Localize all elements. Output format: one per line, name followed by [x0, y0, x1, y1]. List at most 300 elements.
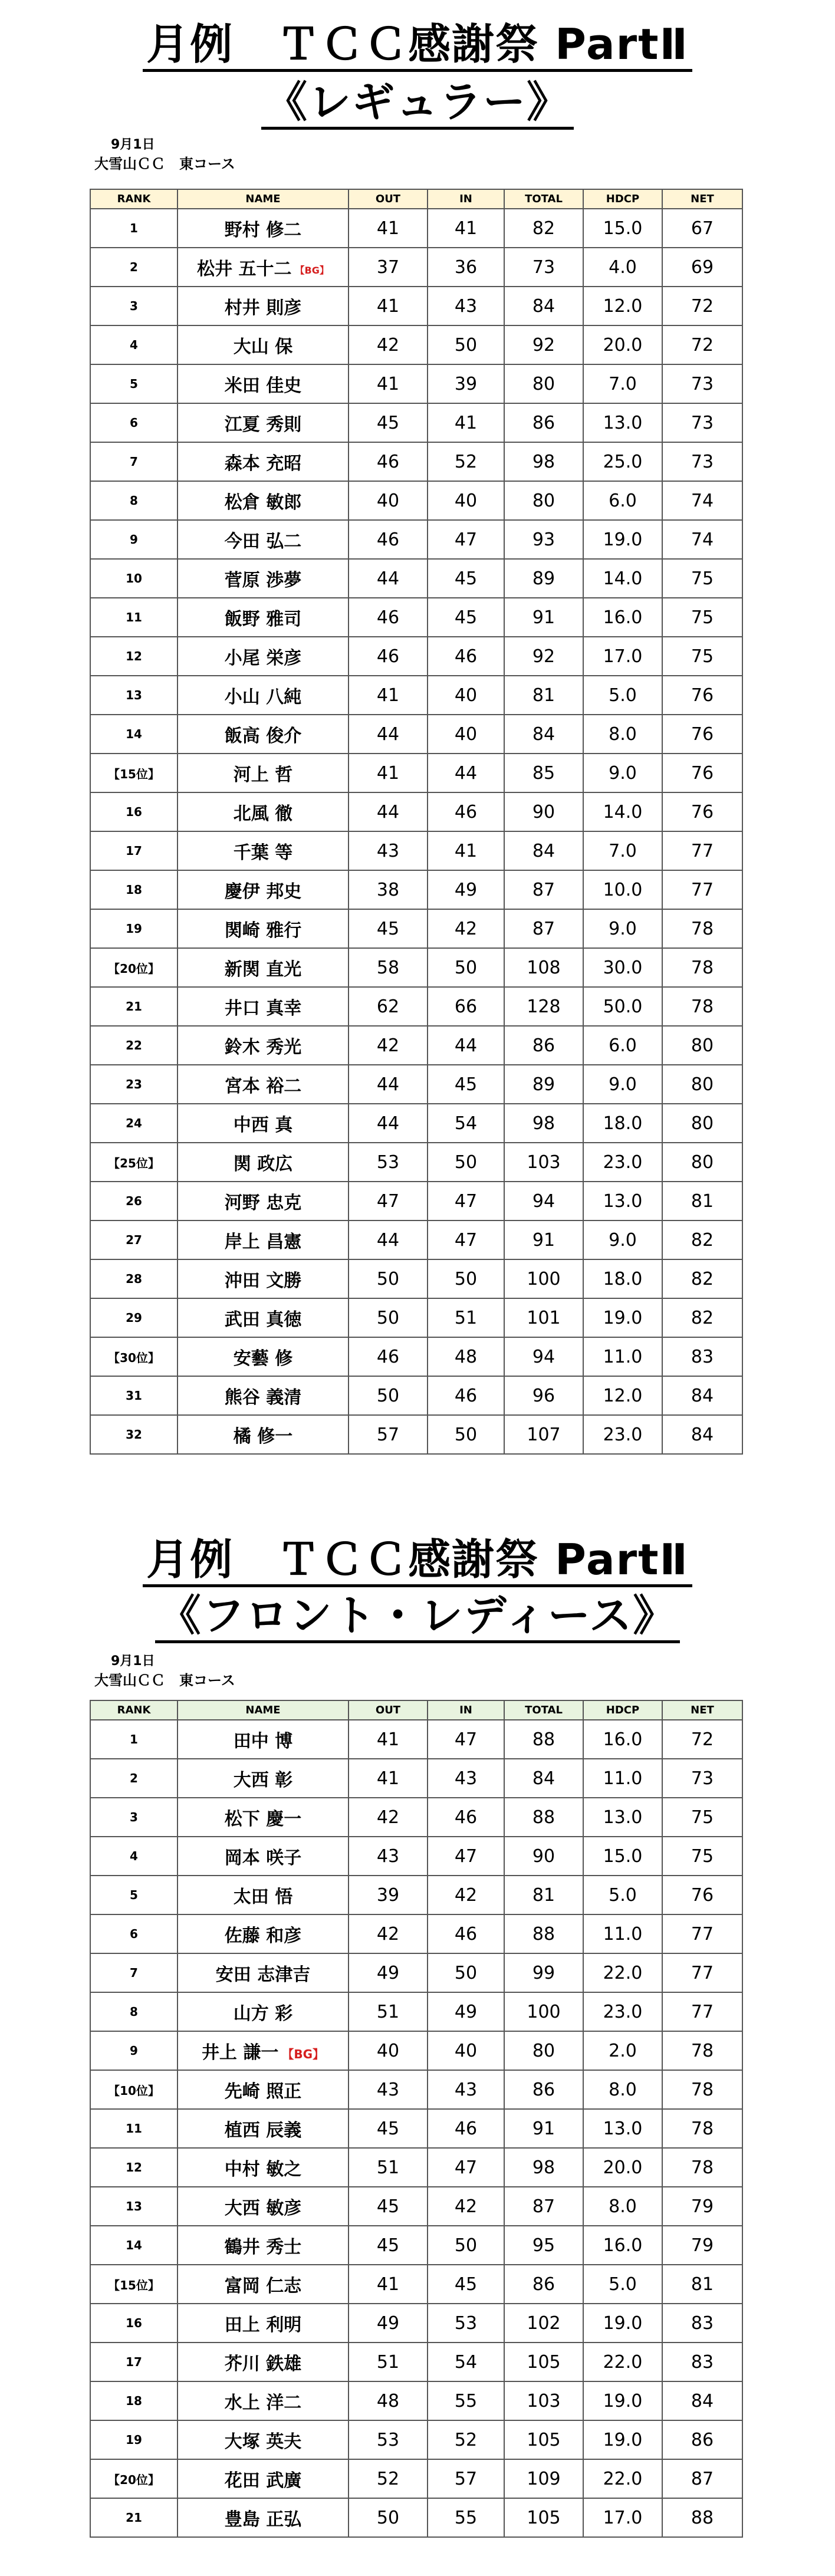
player-name: 熊谷 義清 [224, 1387, 302, 1408]
name-cell [177, 2420, 349, 2459]
column-header-rank: RANK [90, 189, 177, 209]
table-row [90, 1182, 742, 1220]
total-cell: 84 [504, 715, 583, 754]
hdcp-cell: 50.0 [583, 987, 662, 1026]
name-cell [177, 1298, 349, 1337]
table-row [90, 2343, 742, 2381]
total-cell: 81 [504, 676, 583, 715]
player-name: 飯野 雅司 [224, 609, 302, 630]
net-cell: 83 [662, 2304, 742, 2343]
hdcp-cell: 7.0 [583, 831, 662, 870]
in-cell: 41 [428, 831, 504, 870]
player-name: 植西 辰義 [224, 2120, 302, 2141]
hdcp-cell: 13.0 [583, 403, 662, 442]
name-cell [177, 364, 349, 403]
rank-cell: 16 [90, 792, 177, 831]
hdcp-cell: 16.0 [583, 1720, 662, 1759]
total-cell: 107 [504, 1415, 583, 1454]
hdcp-cell: 9.0 [583, 1065, 662, 1104]
net-cell: 78 [662, 987, 742, 1026]
name-cell [177, 1415, 349, 1454]
player-name: 飯高 俊介 [224, 726, 302, 746]
out-cell: 50 [349, 1259, 428, 1298]
net-cell: 81 [662, 1182, 742, 1220]
total-cell: 87 [504, 2187, 583, 2226]
hdcp-cell: 14.0 [583, 792, 662, 831]
total-cell: 84 [504, 1759, 583, 1798]
name-cell [177, 2109, 349, 2148]
rank-cell: 5 [90, 364, 177, 403]
net-cell: 83 [662, 1337, 742, 1376]
table-row [90, 1026, 742, 1065]
column-header-net: NET [662, 189, 742, 209]
out-cell: 42 [349, 1026, 428, 1065]
player-name: 北風 徹 [233, 804, 293, 824]
total-cell: 102 [504, 2304, 583, 2343]
name-cell [177, 559, 349, 598]
out-cell: 53 [349, 2420, 428, 2459]
player-name: 田上 利明 [224, 2315, 302, 2335]
total-cell: 99 [504, 1953, 583, 1992]
hdcp-cell: 2.0 [583, 2031, 662, 2070]
column-header-name: NAME [177, 189, 349, 209]
rank-cell: 9 [90, 2031, 177, 2070]
net-cell: 73 [662, 403, 742, 442]
in-cell: 46 [428, 2109, 504, 2148]
out-cell: 42 [349, 325, 428, 364]
hdcp-cell: 14.0 [583, 559, 662, 598]
in-cell: 36 [428, 248, 504, 287]
hdcp-cell: 8.0 [583, 715, 662, 754]
rank-cell: 32 [90, 1415, 177, 1454]
name-cell [177, 1837, 349, 1876]
rank-cell: 3 [90, 1798, 177, 1837]
in-cell: 41 [428, 403, 504, 442]
net-cell: 75 [662, 598, 742, 637]
total-cell: 103 [504, 1143, 583, 1182]
player-name: 松井 五十二 [197, 259, 292, 279]
table-header-row [90, 1700, 742, 1720]
net-cell: 76 [662, 715, 742, 754]
out-cell: 49 [349, 1953, 428, 1992]
rank-cell: 29 [90, 1298, 177, 1337]
table-row [90, 1104, 742, 1143]
total-cell: 80 [504, 2031, 583, 2070]
total-cell: 87 [504, 870, 583, 909]
name-cell [177, 1026, 349, 1065]
hdcp-cell: 11.0 [583, 1759, 662, 1798]
rank-cell: 【25位】 [90, 1143, 177, 1182]
out-cell: 40 [349, 2031, 428, 2070]
net-cell: 86 [662, 2420, 742, 2459]
in-cell: 46 [428, 1798, 504, 1837]
name-cell [177, 2304, 349, 2343]
table-row [90, 248, 742, 287]
event-date: 9月1日 [111, 137, 155, 152]
hdcp-cell: 17.0 [583, 637, 662, 676]
hdcp-cell: 19.0 [583, 1298, 662, 1337]
rank-cell: 1 [90, 209, 177, 248]
total-cell: 88 [504, 1720, 583, 1759]
in-cell: 50 [428, 1143, 504, 1182]
table-row [90, 2420, 742, 2459]
table-row [90, 2498, 742, 2537]
net-cell: 80 [662, 1065, 742, 1104]
name-cell [177, 1992, 349, 2031]
net-cell: 78 [662, 948, 742, 987]
in-cell: 42 [428, 909, 504, 948]
net-cell: 84 [662, 1415, 742, 1454]
total-cell: 88 [504, 1914, 583, 1953]
total-cell: 100 [504, 1992, 583, 2031]
total-cell: 87 [504, 909, 583, 948]
total-cell: 109 [504, 2459, 583, 2498]
total-cell: 82 [504, 209, 583, 248]
table-row [90, 2381, 742, 2420]
player-name: 河上 哲 [233, 765, 293, 785]
table-row [90, 1220, 742, 1259]
net-cell: 81 [662, 2265, 742, 2304]
hdcp-cell: 12.0 [583, 287, 662, 325]
rank-cell: 【10位】 [90, 2070, 177, 2109]
bg-badge: 【BG】 [295, 265, 329, 276]
out-cell: 48 [349, 2381, 428, 2420]
total-cell: 100 [504, 1259, 583, 1298]
total-cell: 89 [504, 1065, 583, 1104]
out-cell: 57 [349, 1415, 428, 1454]
total-cell: 94 [504, 1182, 583, 1220]
in-cell: 48 [428, 1337, 504, 1376]
table-row [90, 287, 742, 325]
results-table [90, 189, 743, 1455]
hdcp-cell: 19.0 [583, 2304, 662, 2343]
name-cell [177, 792, 349, 831]
total-cell: 98 [504, 1104, 583, 1143]
player-name: 岸上 昌憲 [224, 1232, 302, 1252]
out-cell: 50 [349, 2498, 428, 2537]
table-row [90, 1143, 742, 1182]
net-cell: 74 [662, 520, 742, 559]
table-row [90, 1259, 742, 1298]
name-cell [177, 2381, 349, 2420]
name-cell [177, 1259, 349, 1298]
total-cell: 80 [504, 481, 583, 520]
name-cell [177, 1953, 349, 1992]
rank-cell: 【15位】 [90, 754, 177, 792]
player-name: 井口 真幸 [224, 998, 302, 1019]
hdcp-cell: 16.0 [583, 2226, 662, 2265]
out-cell: 41 [349, 364, 428, 403]
name-cell [177, 1720, 349, 1759]
table-row [90, 2226, 742, 2265]
column-header-hdcp: HDCP [583, 1700, 662, 1720]
out-cell: 46 [349, 442, 428, 481]
player-name: 大西 敏彦 [224, 2198, 302, 2219]
column-header-rank: RANK [90, 1700, 177, 1720]
in-cell: 50 [428, 2226, 504, 2265]
hdcp-cell: 11.0 [583, 1914, 662, 1953]
table-row [90, 1953, 742, 1992]
total-cell: 73 [504, 248, 583, 287]
in-cell: 55 [428, 2498, 504, 2537]
rank-cell: 11 [90, 2109, 177, 2148]
table-row [90, 403, 742, 442]
net-cell: 77 [662, 1914, 742, 1953]
hdcp-cell: 4.0 [583, 248, 662, 287]
rank-cell: 2 [90, 248, 177, 287]
net-cell: 72 [662, 287, 742, 325]
rank-cell: 【20位】 [90, 2459, 177, 2498]
page-subtitle: 《フロント・レディース》 [0, 1589, 835, 1642]
total-cell: 80 [504, 364, 583, 403]
name-cell [177, 909, 349, 948]
net-cell: 82 [662, 1259, 742, 1298]
net-cell: 84 [662, 1376, 742, 1415]
out-cell: 58 [349, 948, 428, 987]
out-cell: 45 [349, 2187, 428, 2226]
net-cell: 67 [662, 209, 742, 248]
page-title: 月例 ＴＣＣ感謝祭 PartⅡ [0, 1533, 835, 1586]
in-cell: 47 [428, 520, 504, 559]
out-cell: 45 [349, 403, 428, 442]
total-cell: 105 [504, 2343, 583, 2381]
table-row [90, 2304, 742, 2343]
player-name: 今田 弘二 [224, 531, 302, 552]
total-cell: 84 [504, 287, 583, 325]
rank-cell: 【15位】 [90, 2265, 177, 2304]
table-row [90, 1798, 742, 1837]
player-name: 鈴木 秀光 [224, 1037, 302, 1058]
column-header-net: NET [662, 1700, 742, 1720]
rank-cell: 27 [90, 1220, 177, 1259]
hdcp-cell: 8.0 [583, 2187, 662, 2226]
net-cell: 75 [662, 559, 742, 598]
net-cell: 79 [662, 2187, 742, 2226]
name-cell [177, 1220, 349, 1259]
venue-label: 大雪山ＣＣ 東コース [94, 156, 235, 172]
total-cell: 93 [504, 520, 583, 559]
name-cell [177, 2148, 349, 2187]
total-cell: 91 [504, 1220, 583, 1259]
out-cell: 52 [349, 2459, 428, 2498]
table-body [90, 1720, 742, 2537]
rank-cell: 12 [90, 637, 177, 676]
event-date: 9月1日 [111, 1654, 155, 1669]
in-cell: 42 [428, 2187, 504, 2226]
hdcp-cell: 15.0 [583, 1837, 662, 1876]
rank-cell: 5 [90, 1876, 177, 1914]
total-cell: 90 [504, 1837, 583, 1876]
rank-cell: 23 [90, 1065, 177, 1104]
venue-label: 大雪山ＣＣ 東コース [94, 1672, 235, 1689]
rank-cell: 【20位】 [90, 948, 177, 987]
in-cell: 40 [428, 715, 504, 754]
name-cell [177, 2226, 349, 2265]
net-cell: 76 [662, 676, 742, 715]
table-row [90, 1337, 742, 1376]
name-cell [177, 1914, 349, 1953]
player-name: 森本 充昭 [224, 453, 302, 474]
in-cell: 44 [428, 1026, 504, 1065]
net-cell: 82 [662, 1298, 742, 1337]
column-header-in: IN [428, 1700, 504, 1720]
player-name: 米田 佳史 [224, 376, 302, 396]
out-cell: 39 [349, 1876, 428, 1914]
player-name: 宮本 裕二 [224, 1076, 302, 1097]
player-name: 山方 彩 [233, 2003, 293, 2024]
table-row [90, 559, 742, 598]
name-cell [177, 2343, 349, 2381]
player-name: 大山 保 [233, 337, 293, 357]
total-cell: 95 [504, 2226, 583, 2265]
player-name: 菅原 渉夢 [224, 570, 302, 591]
hdcp-cell: 22.0 [583, 2343, 662, 2381]
hdcp-cell: 20.0 [583, 2148, 662, 2187]
table-row [90, 2187, 742, 2226]
name-cell [177, 948, 349, 987]
rank-cell: 18 [90, 2381, 177, 2420]
in-cell: 47 [428, 1182, 504, 1220]
in-cell: 44 [428, 754, 504, 792]
total-cell: 81 [504, 1876, 583, 1914]
player-name: 小山 八純 [224, 687, 302, 708]
rank-cell: 7 [90, 1953, 177, 1992]
name-cell [177, 248, 349, 287]
total-cell: 105 [504, 2420, 583, 2459]
out-cell: 44 [349, 559, 428, 598]
in-cell: 43 [428, 2070, 504, 2109]
hdcp-cell: 19.0 [583, 2381, 662, 2420]
bg-badge: 【BG】 [282, 2047, 325, 2061]
table-row [90, 2031, 742, 2070]
out-cell: 51 [349, 2148, 428, 2187]
hdcp-cell: 18.0 [583, 1104, 662, 1143]
out-cell: 42 [349, 1914, 428, 1953]
player-name: 沖田 文勝 [224, 1271, 302, 1291]
out-cell: 41 [349, 754, 428, 792]
net-cell: 78 [662, 909, 742, 948]
total-cell: 98 [504, 2148, 583, 2187]
in-cell: 46 [428, 792, 504, 831]
net-cell: 82 [662, 1220, 742, 1259]
net-cell: 74 [662, 481, 742, 520]
net-cell: 73 [662, 1759, 742, 1798]
rank-cell: 21 [90, 2498, 177, 2537]
total-cell: 105 [504, 2498, 583, 2537]
out-cell: 40 [349, 481, 428, 520]
name-cell [177, 1065, 349, 1104]
column-header-total: TOTAL [504, 189, 583, 209]
name-cell [177, 2070, 349, 2109]
rank-cell: 4 [90, 1837, 177, 1876]
table-row [90, 1298, 742, 1337]
in-cell: 40 [428, 676, 504, 715]
player-name: 井上 謙一 [201, 2042, 279, 2063]
hdcp-cell: 25.0 [583, 442, 662, 481]
net-cell: 84 [662, 2381, 742, 2420]
player-name: 武田 真徳 [224, 1310, 302, 1330]
total-cell: 89 [504, 559, 583, 598]
hdcp-cell: 9.0 [583, 1220, 662, 1259]
in-cell: 52 [428, 2420, 504, 2459]
total-cell: 92 [504, 325, 583, 364]
out-cell: 41 [349, 1720, 428, 1759]
table-row [90, 715, 742, 754]
in-cell: 45 [428, 559, 504, 598]
in-cell: 52 [428, 442, 504, 481]
total-cell: 90 [504, 792, 583, 831]
table-row [90, 1065, 742, 1104]
name-cell [177, 520, 349, 559]
hdcp-cell: 23.0 [583, 1143, 662, 1182]
total-cell: 91 [504, 598, 583, 637]
table-row [90, 831, 742, 870]
out-cell: 46 [349, 1337, 428, 1376]
out-cell: 46 [349, 637, 428, 676]
net-cell: 79 [662, 2226, 742, 2265]
in-cell: 47 [428, 2148, 504, 2187]
out-cell: 45 [349, 2226, 428, 2265]
net-cell: 72 [662, 1720, 742, 1759]
net-cell: 77 [662, 831, 742, 870]
table-row [90, 1992, 742, 2031]
hdcp-cell: 30.0 [583, 948, 662, 987]
hdcp-cell: 11.0 [583, 1337, 662, 1376]
player-name: 太田 悟 [233, 1887, 293, 1907]
player-name: 安田 志津吉 [215, 1965, 311, 1985]
net-cell: 75 [662, 1798, 742, 1837]
table-row [90, 364, 742, 403]
out-cell: 42 [349, 1798, 428, 1837]
rank-cell: 17 [90, 831, 177, 870]
hdcp-cell: 20.0 [583, 325, 662, 364]
rank-cell: 4 [90, 325, 177, 364]
out-cell: 43 [349, 2070, 428, 2109]
out-cell: 41 [349, 2265, 428, 2304]
player-name: 岡本 咲子 [224, 1848, 302, 1868]
page-title: 月例 ＴＣＣ感謝祭 PartⅡ [0, 18, 835, 71]
table-row [90, 442, 742, 481]
table-row [90, 1876, 742, 1914]
rank-cell: 28 [90, 1259, 177, 1298]
rank-cell: 16 [90, 2304, 177, 2343]
total-cell: 86 [504, 1026, 583, 1065]
out-cell: 46 [349, 598, 428, 637]
hdcp-cell: 5.0 [583, 1876, 662, 1914]
table-row [90, 754, 742, 792]
net-cell: 87 [662, 2459, 742, 2498]
rank-cell: 6 [90, 403, 177, 442]
table-row [90, 1759, 742, 1798]
player-name: 松下 慶一 [224, 1809, 302, 1830]
table-row [90, 1376, 742, 1415]
total-cell: 86 [504, 2265, 583, 2304]
name-cell [177, 831, 349, 870]
player-name: 関崎 雅行 [224, 920, 302, 941]
out-cell: 43 [349, 831, 428, 870]
rank-cell: 8 [90, 1992, 177, 2031]
in-cell: 47 [428, 1720, 504, 1759]
in-cell: 45 [428, 1065, 504, 1104]
hdcp-cell: 23.0 [583, 1415, 662, 1454]
out-cell: 47 [349, 1182, 428, 1220]
table-row [90, 909, 742, 948]
rank-cell: 22 [90, 1026, 177, 1065]
table-row [90, 987, 742, 1026]
rank-cell: 24 [90, 1104, 177, 1143]
net-cell: 76 [662, 754, 742, 792]
net-cell: 75 [662, 1837, 742, 1876]
